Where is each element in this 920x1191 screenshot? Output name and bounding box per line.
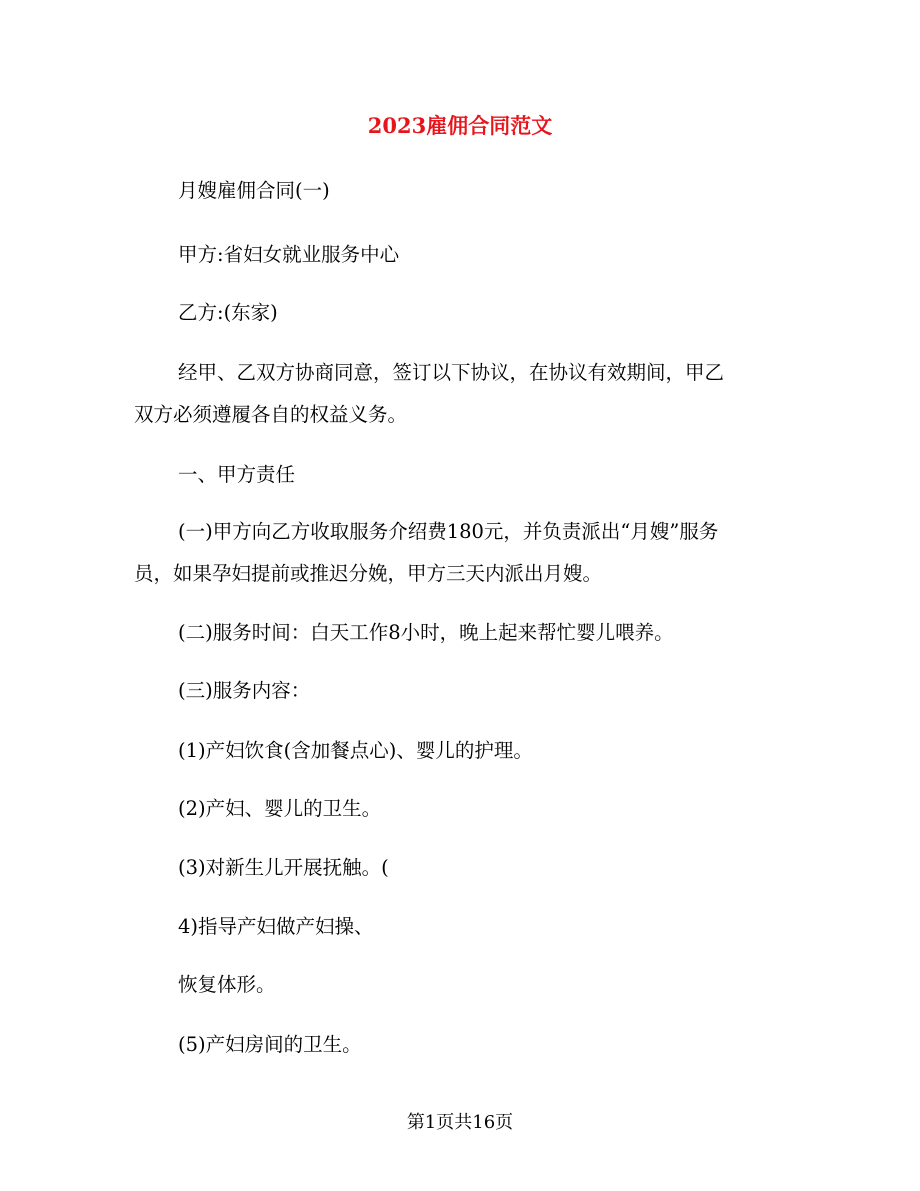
list-item: 恢复体形。 xyxy=(178,973,276,996)
list-item: (1)产妇饮食(含加餐点心)、婴儿的护理。 xyxy=(178,739,533,762)
list-item: (3)对新生儿开展抚触。( xyxy=(178,856,389,879)
section-heading: 一、甲方责任 xyxy=(178,463,296,486)
paragraph-line: (二)服务时间：白天工作8小时，晚上起来帮忙婴儿喂养。 xyxy=(178,621,674,644)
party-a-line: 甲方:省妇女就业服务中心 xyxy=(178,243,400,266)
list-item: (5)产妇房间的卫生。 xyxy=(178,1033,362,1056)
paragraph-line: 双方必须遵履各自的权益义务。 xyxy=(134,403,408,426)
paragraph-line: 经甲、乙双方协商同意，签订以下协议，在协议有效期间，甲乙 xyxy=(178,361,725,384)
paragraph-line: (三)服务内容： xyxy=(178,679,311,702)
list-item: 4)指导产妇做产妇操、 xyxy=(178,915,374,938)
paragraph-line: (一)甲方向乙方收取服务介绍费180元，并负责派出“月嫂”服务 xyxy=(178,520,719,543)
paragraph-line: 员，如果孕妇提前或推迟分娩，甲方三天内派出月嫂。 xyxy=(134,562,603,585)
document-title: 2023雇佣合同范文 xyxy=(367,113,553,138)
page-number: 第1页共16页 xyxy=(406,1112,514,1133)
list-item: (2)产妇、婴儿的卫生。 xyxy=(178,797,382,820)
party-b-line: 乙方:(东家) xyxy=(178,301,278,324)
section-heading: 月嫂雇佣合同(一) xyxy=(178,179,330,202)
